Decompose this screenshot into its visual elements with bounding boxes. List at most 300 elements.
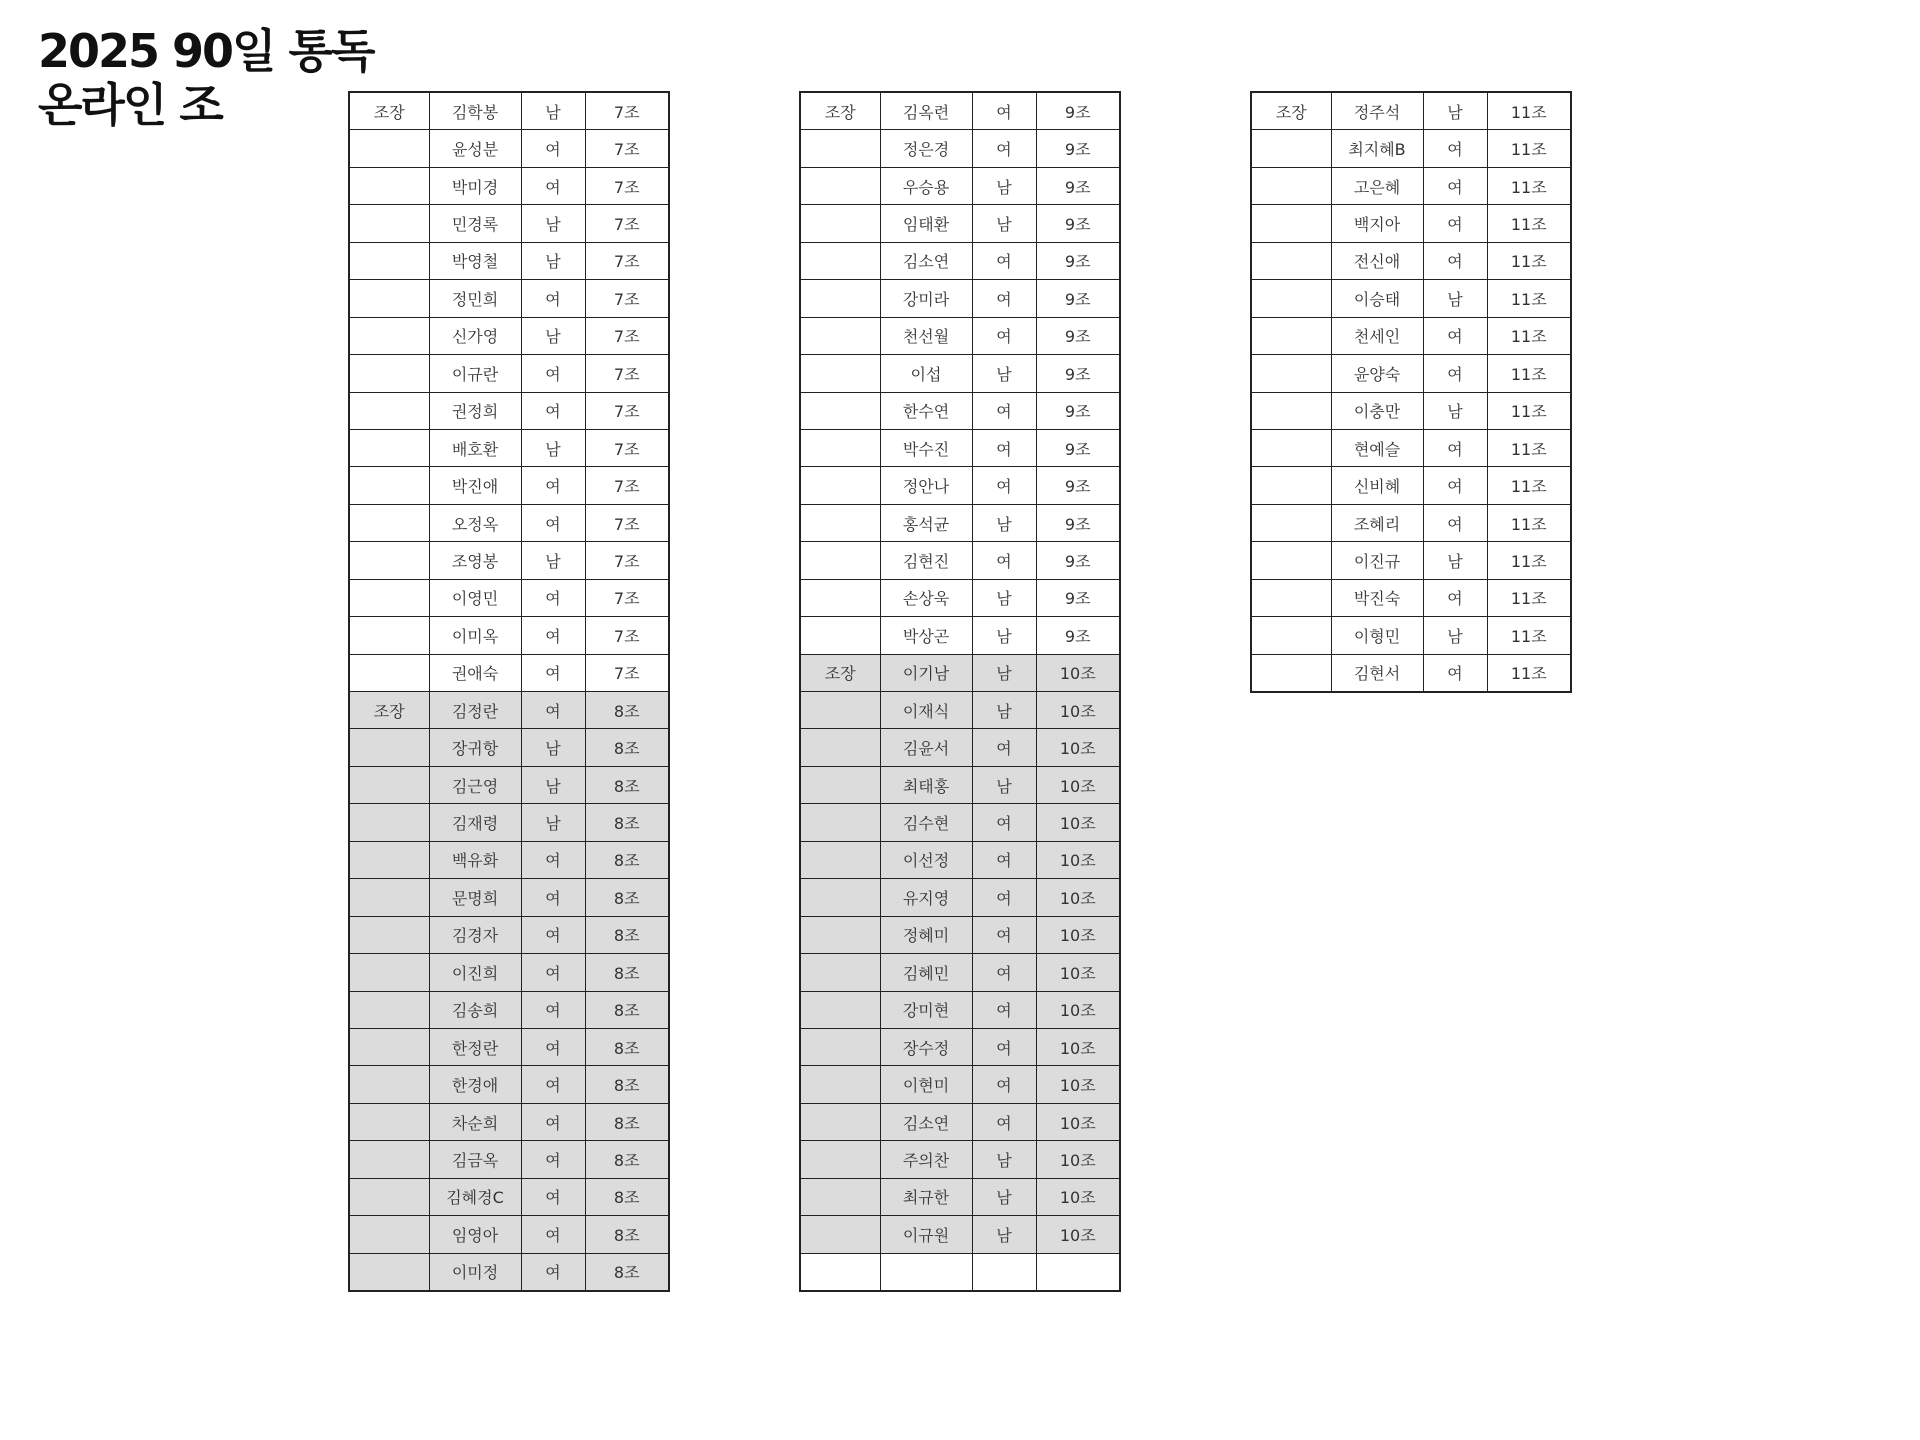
sex-cell: 여 bbox=[972, 92, 1036, 130]
name-cell: 이기남 bbox=[880, 654, 972, 691]
sex-cell: 여 bbox=[521, 954, 585, 991]
group-cell: 10조 bbox=[1036, 991, 1120, 1028]
sex-cell: 여 bbox=[521, 167, 585, 204]
table-row bbox=[1251, 205, 1571, 242]
table-row bbox=[349, 467, 669, 504]
role-cell bbox=[1251, 617, 1331, 654]
name-cell: 이형민 bbox=[1331, 617, 1423, 654]
sex-cell: 남 bbox=[972, 167, 1036, 204]
role-cell bbox=[349, 504, 429, 541]
group-cell: 10조 bbox=[1036, 879, 1120, 916]
sex-cell: 여 bbox=[521, 879, 585, 916]
role-cell bbox=[1251, 167, 1331, 204]
sex-cell: 여 bbox=[972, 729, 1036, 766]
group-cell: 10조 bbox=[1036, 1028, 1120, 1065]
table-row bbox=[800, 766, 1120, 803]
roster-table-groups-9-10 bbox=[799, 91, 1121, 1292]
table-row bbox=[349, 1028, 669, 1065]
role-cell bbox=[349, 954, 429, 991]
role-cell bbox=[349, 205, 429, 242]
table-row bbox=[349, 654, 669, 691]
group-cell: 7조 bbox=[585, 429, 669, 466]
name-cell: 고은혜 bbox=[1331, 167, 1423, 204]
role-cell bbox=[800, 1178, 880, 1215]
sex-cell: 여 bbox=[972, 1066, 1036, 1103]
name-cell: 차순희 bbox=[429, 1103, 521, 1140]
name-cell: 김학봉 bbox=[429, 92, 521, 130]
role-cell bbox=[800, 205, 880, 242]
sex-cell: 남 bbox=[521, 242, 585, 279]
group-cell: 8조 bbox=[585, 954, 669, 991]
sex-cell: 남 bbox=[1423, 280, 1487, 317]
group-cell: 10조 bbox=[1036, 1066, 1120, 1103]
sex-cell: 남 bbox=[972, 504, 1036, 541]
table-row bbox=[800, 991, 1120, 1028]
role-cell bbox=[800, 1066, 880, 1103]
sex-cell: 여 bbox=[521, 392, 585, 429]
role-cell: 조장 bbox=[800, 92, 880, 130]
group-cell: 10조 bbox=[1036, 841, 1120, 878]
sex-cell: 여 bbox=[972, 991, 1036, 1028]
role-cell bbox=[349, 916, 429, 953]
name-cell: 손상욱 bbox=[880, 579, 972, 616]
sex-cell: 남 bbox=[521, 92, 585, 130]
group-cell: 8조 bbox=[585, 1028, 669, 1065]
role-cell bbox=[349, 167, 429, 204]
table-row bbox=[800, 92, 1120, 130]
sex-cell: 여 bbox=[1423, 130, 1487, 167]
group-cell: 10조 bbox=[1036, 1103, 1120, 1140]
sex-cell: 여 bbox=[521, 579, 585, 616]
sex-cell: 여 bbox=[1423, 242, 1487, 279]
table-row bbox=[800, 467, 1120, 504]
sex-cell: 남 bbox=[972, 205, 1036, 242]
group-cell: 8조 bbox=[585, 916, 669, 953]
name-cell: 윤성분 bbox=[429, 130, 521, 167]
name-cell: 박영철 bbox=[429, 242, 521, 279]
table-row bbox=[1251, 617, 1571, 654]
role-cell bbox=[349, 841, 429, 878]
group-cell: 9조 bbox=[1036, 130, 1120, 167]
name-cell: 권정희 bbox=[429, 392, 521, 429]
group-cell: 11조 bbox=[1487, 205, 1571, 242]
sex-cell: 여 bbox=[1423, 167, 1487, 204]
name-cell: 김금옥 bbox=[429, 1141, 521, 1178]
role-cell bbox=[800, 355, 880, 392]
sex-cell: 여 bbox=[972, 879, 1036, 916]
table-row bbox=[800, 692, 1120, 729]
role-cell bbox=[349, 766, 429, 803]
role-cell bbox=[349, 392, 429, 429]
sex-cell: 여 bbox=[521, 654, 585, 691]
title-line-2: 온라인 조 bbox=[38, 78, 222, 132]
name-cell: 오정옥 bbox=[429, 504, 521, 541]
name-cell: 박진숙 bbox=[1331, 579, 1423, 616]
sex-cell: 여 bbox=[521, 467, 585, 504]
name-cell: 이충만 bbox=[1331, 392, 1423, 429]
name-cell: 이진희 bbox=[429, 954, 521, 991]
group-cell: 11조 bbox=[1487, 579, 1571, 616]
role-cell bbox=[349, 991, 429, 1028]
role-cell bbox=[800, 467, 880, 504]
name-cell: 이미옥 bbox=[429, 617, 521, 654]
role-cell: 조장 bbox=[349, 692, 429, 729]
table-row bbox=[800, 280, 1120, 317]
group-cell: 9조 bbox=[1036, 429, 1120, 466]
sex-cell: 남 bbox=[521, 317, 585, 354]
group-cell: 9조 bbox=[1036, 280, 1120, 317]
role-cell bbox=[800, 879, 880, 916]
name-cell: 김경자 bbox=[429, 916, 521, 953]
name-cell: 정민희 bbox=[429, 280, 521, 317]
sex-cell: 여 bbox=[972, 841, 1036, 878]
group-cell: 8조 bbox=[585, 1141, 669, 1178]
group-cell: 7조 bbox=[585, 167, 669, 204]
group-cell: 8조 bbox=[585, 1253, 669, 1291]
sex-cell: 남 bbox=[972, 1178, 1036, 1215]
name-cell: 이섭 bbox=[880, 355, 972, 392]
group-cell: 8조 bbox=[585, 1216, 669, 1253]
group-cell: 10조 bbox=[1036, 954, 1120, 991]
role-cell bbox=[800, 130, 880, 167]
table-row bbox=[349, 130, 669, 167]
group-cell: 7조 bbox=[585, 542, 669, 579]
sex-cell: 남 bbox=[521, 429, 585, 466]
group-cell: 7조 bbox=[585, 392, 669, 429]
table-row bbox=[800, 1178, 1120, 1215]
sex-cell: 여 bbox=[972, 242, 1036, 279]
name-cell: 백지아 bbox=[1331, 205, 1423, 242]
name-cell: 김재령 bbox=[429, 804, 521, 841]
sex-cell: 남 bbox=[972, 579, 1036, 616]
sex-cell: 남 bbox=[972, 1141, 1036, 1178]
group-cell: 9조 bbox=[1036, 355, 1120, 392]
name-cell: 장수정 bbox=[880, 1028, 972, 1065]
group-cell: 7조 bbox=[585, 504, 669, 541]
name-cell: 문명희 bbox=[429, 879, 521, 916]
role-cell bbox=[1251, 130, 1331, 167]
table-row bbox=[349, 429, 669, 466]
group-cell: 11조 bbox=[1487, 317, 1571, 354]
table-row bbox=[800, 1216, 1120, 1253]
table-row bbox=[349, 954, 669, 991]
table-row bbox=[1251, 167, 1571, 204]
name-cell: 권애숙 bbox=[429, 654, 521, 691]
group-cell: 10조 bbox=[1036, 1216, 1120, 1253]
table-row bbox=[1251, 429, 1571, 466]
group-cell: 7조 bbox=[585, 355, 669, 392]
title-line-1: 2025 90일 통독 bbox=[38, 24, 374, 78]
name-cell: 백유화 bbox=[429, 841, 521, 878]
name-cell: 이진규 bbox=[1331, 542, 1423, 579]
sex-cell: 여 bbox=[972, 317, 1036, 354]
table-row bbox=[800, 1103, 1120, 1140]
name-cell: 김수현 bbox=[880, 804, 972, 841]
group-cell: 9조 bbox=[1036, 504, 1120, 541]
sex-cell: 여 bbox=[521, 916, 585, 953]
table-row bbox=[800, 317, 1120, 354]
name-cell: 정안나 bbox=[880, 467, 972, 504]
group-cell: 9조 bbox=[1036, 392, 1120, 429]
group-cell: 8조 bbox=[585, 1103, 669, 1140]
name-cell: 최규한 bbox=[880, 1178, 972, 1215]
name-cell: 이규원 bbox=[880, 1216, 972, 1253]
role-cell bbox=[349, 280, 429, 317]
group-cell: 11조 bbox=[1487, 167, 1571, 204]
role-cell bbox=[800, 1141, 880, 1178]
sex-cell: 남 bbox=[972, 617, 1036, 654]
name-cell: 이규란 bbox=[429, 355, 521, 392]
table-row bbox=[800, 355, 1120, 392]
table-row bbox=[800, 1253, 1120, 1291]
role-cell bbox=[349, 317, 429, 354]
sex-cell: 여 bbox=[972, 804, 1036, 841]
table-row bbox=[1251, 355, 1571, 392]
name-cell: 김혜민 bbox=[880, 954, 972, 991]
group-cell: 10조 bbox=[1036, 1178, 1120, 1215]
role-cell bbox=[800, 242, 880, 279]
group-cell: 11조 bbox=[1487, 467, 1571, 504]
role-cell bbox=[800, 280, 880, 317]
name-cell: 한정란 bbox=[429, 1028, 521, 1065]
sex-cell: 여 bbox=[972, 280, 1036, 317]
name-cell: 신비혜 bbox=[1331, 467, 1423, 504]
role-cell bbox=[1251, 654, 1331, 692]
role-cell bbox=[349, 1253, 429, 1291]
group-cell: 11조 bbox=[1487, 242, 1571, 279]
name-cell: 이선정 bbox=[880, 841, 972, 878]
name-cell: 한수연 bbox=[880, 392, 972, 429]
sex-cell: 여 bbox=[521, 130, 585, 167]
group-cell: 8조 bbox=[585, 841, 669, 878]
role-cell bbox=[1251, 542, 1331, 579]
name-cell: 우승용 bbox=[880, 167, 972, 204]
name-cell: 임영아 bbox=[429, 1216, 521, 1253]
name-cell: 김소연 bbox=[880, 242, 972, 279]
group-cell: 11조 bbox=[1487, 392, 1571, 429]
table-row bbox=[1251, 130, 1571, 167]
group-cell bbox=[1036, 1253, 1120, 1291]
name-cell: 김윤서 bbox=[880, 729, 972, 766]
role-cell bbox=[349, 804, 429, 841]
sex-cell bbox=[972, 1253, 1036, 1291]
role-cell bbox=[800, 804, 880, 841]
group-cell: 11조 bbox=[1487, 429, 1571, 466]
role-cell bbox=[349, 617, 429, 654]
role-cell: 조장 bbox=[349, 92, 429, 130]
role-cell bbox=[349, 879, 429, 916]
sex-cell: 여 bbox=[972, 916, 1036, 953]
sex-cell: 여 bbox=[521, 504, 585, 541]
name-cell: 김혜경C bbox=[429, 1178, 521, 1215]
group-cell: 9조 bbox=[1036, 617, 1120, 654]
sex-cell: 여 bbox=[972, 467, 1036, 504]
sex-cell: 여 bbox=[972, 1103, 1036, 1140]
sex-cell: 여 bbox=[1423, 429, 1487, 466]
name-cell: 배호환 bbox=[429, 429, 521, 466]
group-cell: 8조 bbox=[585, 1066, 669, 1103]
role-cell bbox=[800, 317, 880, 354]
name-cell: 정혜미 bbox=[880, 916, 972, 953]
sex-cell: 남 bbox=[521, 542, 585, 579]
sex-cell: 여 bbox=[521, 1216, 585, 1253]
sex-cell: 여 bbox=[1423, 205, 1487, 242]
role-cell bbox=[800, 766, 880, 803]
table-row bbox=[349, 841, 669, 878]
name-cell: 조영봉 bbox=[429, 542, 521, 579]
table-row bbox=[349, 1216, 669, 1253]
group-cell: 8조 bbox=[585, 692, 669, 729]
role-cell bbox=[349, 1066, 429, 1103]
group-cell: 8조 bbox=[585, 879, 669, 916]
name-cell: 김근영 bbox=[429, 766, 521, 803]
sex-cell: 여 bbox=[1423, 654, 1487, 692]
table-row bbox=[349, 617, 669, 654]
role-cell bbox=[349, 1103, 429, 1140]
table-row bbox=[800, 654, 1120, 691]
role-cell bbox=[800, 1216, 880, 1253]
role-cell bbox=[1251, 579, 1331, 616]
name-cell: 김정란 bbox=[429, 692, 521, 729]
group-cell: 7조 bbox=[585, 205, 669, 242]
group-cell: 9조 bbox=[1036, 317, 1120, 354]
sex-cell: 여 bbox=[521, 991, 585, 1028]
role-cell bbox=[800, 916, 880, 953]
group-cell: 11조 bbox=[1487, 130, 1571, 167]
sex-cell: 여 bbox=[972, 1028, 1036, 1065]
table-row bbox=[800, 804, 1120, 841]
name-cell: 이영민 bbox=[429, 579, 521, 616]
group-cell: 7조 bbox=[585, 617, 669, 654]
table-row bbox=[800, 954, 1120, 991]
sex-cell: 여 bbox=[521, 1066, 585, 1103]
table-row bbox=[1251, 467, 1571, 504]
role-cell bbox=[800, 991, 880, 1028]
role-cell bbox=[349, 1028, 429, 1065]
group-cell: 11조 bbox=[1487, 280, 1571, 317]
sex-cell: 여 bbox=[521, 617, 585, 654]
name-cell: 최지혜B bbox=[1331, 130, 1423, 167]
sex-cell: 남 bbox=[521, 766, 585, 803]
group-cell: 7조 bbox=[585, 579, 669, 616]
role-cell bbox=[1251, 504, 1331, 541]
table-row bbox=[800, 205, 1120, 242]
sex-cell: 남 bbox=[1423, 92, 1487, 130]
role-cell bbox=[349, 467, 429, 504]
group-cell: 9조 bbox=[1036, 542, 1120, 579]
table-row bbox=[349, 1141, 669, 1178]
group-cell: 9조 bbox=[1036, 579, 1120, 616]
sex-cell: 여 bbox=[1423, 355, 1487, 392]
group-cell: 10조 bbox=[1036, 1141, 1120, 1178]
name-cell: 윤양숙 bbox=[1331, 355, 1423, 392]
name-cell: 주의찬 bbox=[880, 1141, 972, 1178]
role-cell bbox=[1251, 317, 1331, 354]
role-cell: 조장 bbox=[800, 654, 880, 691]
role-cell bbox=[800, 167, 880, 204]
sex-cell: 남 bbox=[521, 729, 585, 766]
table-row bbox=[349, 92, 669, 130]
sex-cell: 여 bbox=[521, 1253, 585, 1291]
name-cell: 김현진 bbox=[880, 542, 972, 579]
roster-table-groups-7-8 bbox=[348, 91, 670, 1292]
name-cell: 현예슬 bbox=[1331, 429, 1423, 466]
role-cell bbox=[349, 355, 429, 392]
name-cell: 박미경 bbox=[429, 167, 521, 204]
sex-cell: 여 bbox=[1423, 467, 1487, 504]
sex-cell: 여 bbox=[972, 429, 1036, 466]
table-row bbox=[349, 916, 669, 953]
role-cell bbox=[800, 504, 880, 541]
table-row bbox=[349, 804, 669, 841]
sex-cell: 남 bbox=[521, 804, 585, 841]
name-cell: 이재식 bbox=[880, 692, 972, 729]
group-cell: 7조 bbox=[585, 242, 669, 279]
role-cell bbox=[800, 841, 880, 878]
name-cell: 박상곤 bbox=[880, 617, 972, 654]
sex-cell: 여 bbox=[521, 280, 585, 317]
group-cell: 7조 bbox=[585, 92, 669, 130]
table-row bbox=[349, 1253, 669, 1291]
group-cell: 11조 bbox=[1487, 355, 1571, 392]
name-cell: 이미정 bbox=[429, 1253, 521, 1291]
role-cell bbox=[800, 579, 880, 616]
role-cell bbox=[800, 617, 880, 654]
group-cell: 7조 bbox=[585, 467, 669, 504]
sex-cell: 여 bbox=[1423, 579, 1487, 616]
sex-cell: 남 bbox=[972, 1216, 1036, 1253]
sex-cell: 여 bbox=[972, 542, 1036, 579]
role-cell bbox=[349, 1216, 429, 1253]
table-row bbox=[349, 729, 669, 766]
role-cell bbox=[349, 1141, 429, 1178]
table-row bbox=[800, 1028, 1120, 1065]
role-cell bbox=[349, 130, 429, 167]
name-cell: 박수진 bbox=[880, 429, 972, 466]
role-cell bbox=[349, 579, 429, 616]
name-cell: 장귀항 bbox=[429, 729, 521, 766]
table-row bbox=[1251, 654, 1571, 692]
table-row bbox=[800, 130, 1120, 167]
name-cell: 강미라 bbox=[880, 280, 972, 317]
group-cell: 9조 bbox=[1036, 467, 1120, 504]
role-cell bbox=[1251, 467, 1331, 504]
role-cell bbox=[800, 542, 880, 579]
table-row bbox=[349, 242, 669, 279]
name-cell: 신가영 bbox=[429, 317, 521, 354]
table-row bbox=[800, 542, 1120, 579]
sex-cell: 여 bbox=[521, 841, 585, 878]
group-cell: 10조 bbox=[1036, 916, 1120, 953]
sex-cell: 여 bbox=[1423, 504, 1487, 541]
table-row bbox=[1251, 579, 1571, 616]
table-row bbox=[800, 504, 1120, 541]
sex-cell: 남 bbox=[972, 766, 1036, 803]
name-cell: 정주석 bbox=[1331, 92, 1423, 130]
group-cell: 10조 bbox=[1036, 766, 1120, 803]
group-cell: 9조 bbox=[1036, 92, 1120, 130]
group-cell: 7조 bbox=[585, 317, 669, 354]
role-cell bbox=[800, 429, 880, 466]
name-cell: 민경록 bbox=[429, 205, 521, 242]
table-row bbox=[800, 579, 1120, 616]
table-row bbox=[349, 167, 669, 204]
role-cell bbox=[1251, 280, 1331, 317]
group-cell: 11조 bbox=[1487, 504, 1571, 541]
sex-cell: 남 bbox=[1423, 392, 1487, 429]
table-row bbox=[349, 280, 669, 317]
role-cell bbox=[349, 542, 429, 579]
